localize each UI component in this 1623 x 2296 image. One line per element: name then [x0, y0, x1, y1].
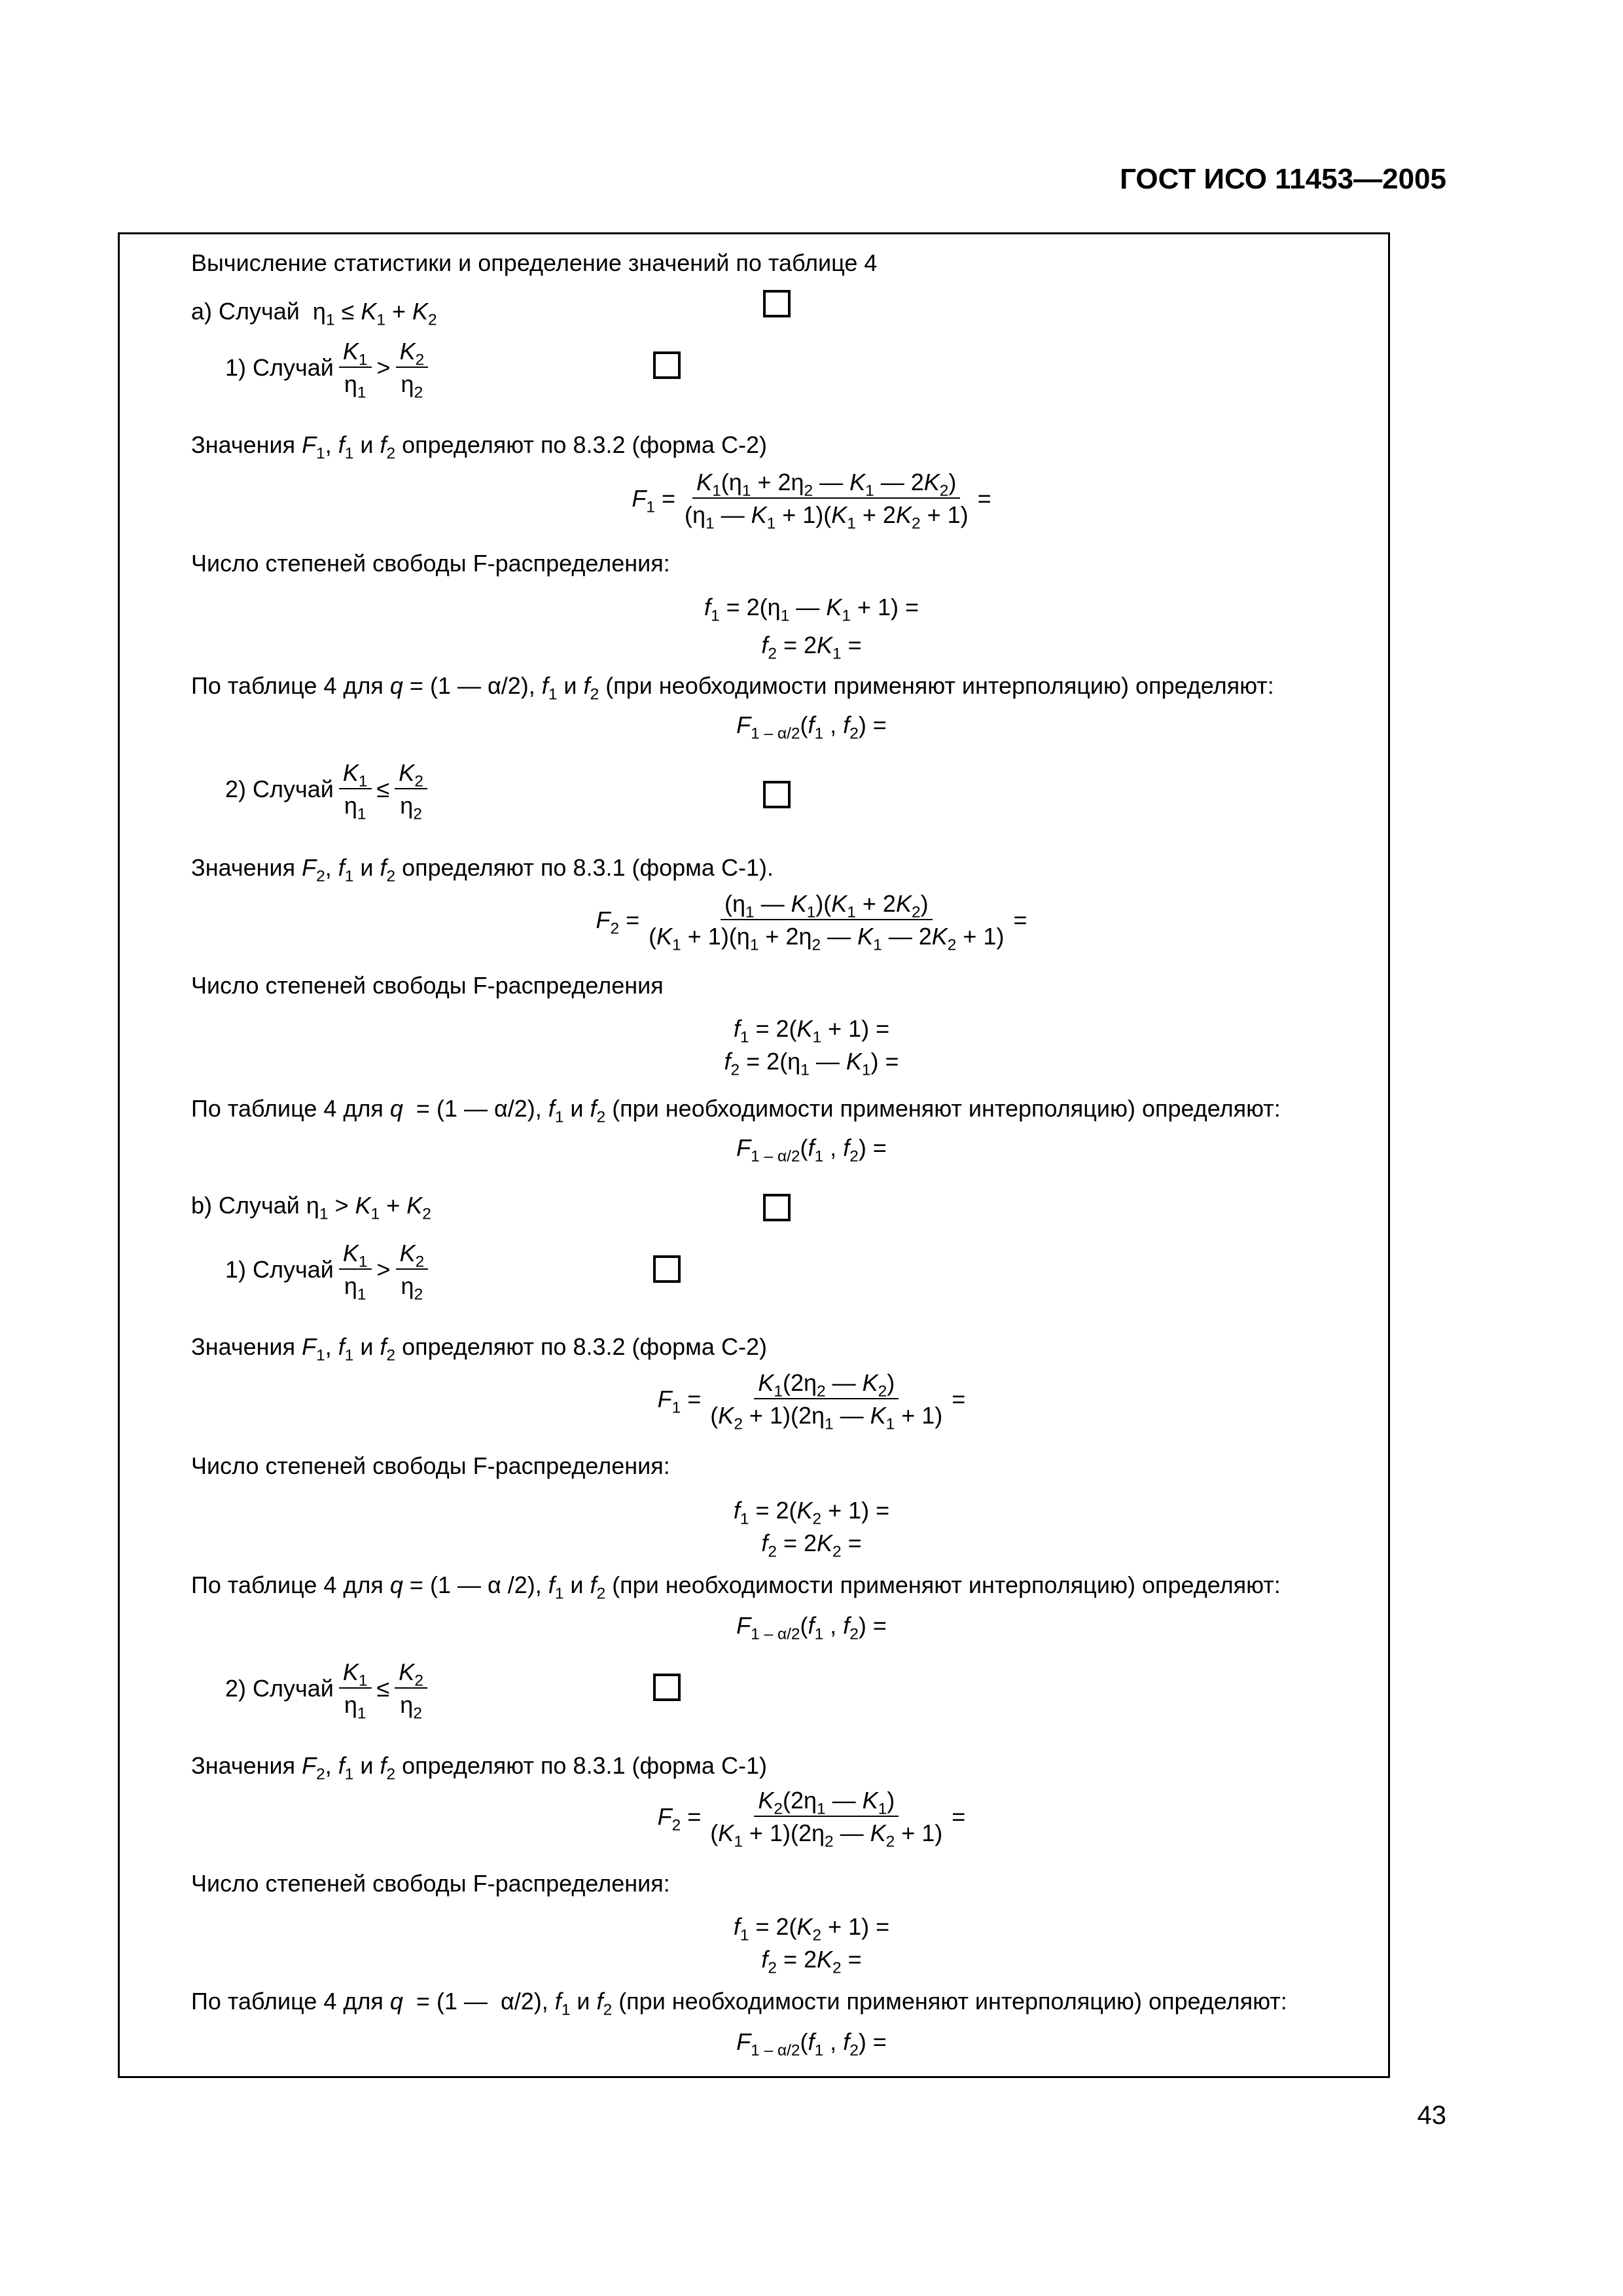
table-lookup-b2: По таблице 4 для q = (1 — α/2), $f_1$ и $f_2$ (при необходимости применяют интерполяцию) определяют:: [191, 1988, 1287, 2019]
checkbox-case-b[interactable]: [763, 1194, 791, 1221]
formula-a2-quantile: $F_{1 - \alpha/2}(f_1$ , $f_2$) =: [736, 1134, 887, 1166]
dof-text-a2: Число степеней свободы F-распределения: [191, 972, 664, 999]
checkbox-case-b1[interactable]: [653, 1255, 681, 1283]
formula-a2-f1: $f_1 = 2(K_1 + 1)$ =: [733, 1015, 890, 1047]
ratio-k2-eta2: $\frac{K_2}{\eta_2}$: [396, 339, 429, 397]
formula-b2-f2: $f_2 = 2K_2$ =: [761, 1946, 862, 1977]
relation-sign: >: [376, 1255, 391, 1283]
case-a1-heading: [225, 338, 431, 402]
case-b2-heading: 2) Случай $\frac{K_1}{\eta_1}$ ≤ $\frac{K_2}{\eta_2}$: [225, 1660, 430, 1717]
checkbox-case-a1[interactable]: [653, 351, 681, 379]
formula-b2-f1: $f_1 = 2(K_2 + 1)$ =: [733, 1913, 890, 1945]
formula-a1-F1: $F_1$ = $\frac{K_1(\eta_1 + 2\eta_2 — K_1 — 2K_2)}{(\eta_1 — K_1 + 1)(K_1 + 2K_2 + 1)}$ =: [632, 469, 991, 533]
case-a-label: a) Случай: [191, 298, 300, 325]
case-b-heading: b) Случай $\eta_1 > K_1 + K_2$: [191, 1192, 431, 1223]
case-a-heading: a) Случай $\eta_1 \le K_1 + K_2$: [191, 298, 437, 329]
page-number: 43: [1417, 2101, 1446, 2130]
case-a1-label: 1) Случай: [225, 353, 334, 381]
case-b2-label: 2) Случай: [225, 1674, 334, 1702]
formula-b1-quantile: $F_{1 - \alpha/2}(f_1$ , $f_2$) =: [736, 1612, 887, 1643]
relation-sign: ≤: [376, 775, 390, 802]
checkbox-case-a2[interactable]: [763, 781, 791, 808]
formula-a2-F2: $F_2$ = $\frac{(\eta_1 — K_1)(K_1 + 2K_2)}{(K_1 + 1)(\eta_1 + 2\eta_2 — K_1 — 2K_2 + 1)}$ =: [596, 890, 1027, 954]
table-lookup-b1: По таблице 4 для q = (1 — α /2), $f_1$ и $f_2$ (при необходимости применяют интерполяцию) определяют:: [191, 1571, 1281, 1603]
case-a2-label: 2) Случай: [225, 775, 334, 802]
values-f1-line-b1: Значения $F_1$, $f_1$ и $f_2$ определяют по 8.3.2 (форма С-2): [191, 1333, 767, 1365]
formula-b2-F2: $F_2$ = $\frac{K_2(2\eta_1 — K_1)}{(K_1 + 1)(2\eta_2 — K_2 + 1)}$ =: [657, 1787, 966, 1851]
formula-a1-f1: $f_1 = 2(\eta_1$ — $K_1 + 1$) =: [704, 594, 919, 625]
intro-text: Вычисление статистики и определение значений по таблице 4: [191, 249, 878, 276]
case-b-label: b) Случай: [191, 1192, 300, 1219]
relation-sign: ≤: [376, 1674, 390, 1702]
case-b1-heading: 1) Случай $\frac{K_1}{\eta_1}$ > $\frac{K_2}{\eta_2}$: [225, 1241, 431, 1299]
dof-text-a1: Число степеней свободы F-распределения:: [191, 550, 670, 577]
values-f2-line-b2: Значения $F_2$, $f_1$ и $f_2$ определяют по 8.3.1 (форма С-1): [191, 1752, 767, 1784]
document-header: ГОСТ ИСО 11453—2005: [1120, 163, 1446, 195]
formula-b1-f1: $f_1 = 2(K_2 + 1)$ =: [733, 1497, 890, 1528]
dof-text-b1: Число степеней свободы F-распределения:: [191, 1452, 670, 1479]
table-lookup-a1: По таблице 4 для q = (1 — α/2), $f_1$ и $f_2$ (при необходимости применяют интерполяцию) определяют:: [191, 672, 1274, 704]
checkbox-case-a[interactable]: [763, 290, 791, 317]
table-lookup-a2: По таблице 4 для q = (1 — α/2), $f_1$ и $f_2$ (при необходимости применяют интерполяцию) определяют:: [191, 1095, 1281, 1126]
checkbox-case-b2[interactable]: [653, 1674, 681, 1701]
relation-sign: >: [376, 353, 391, 381]
ratio-k1-eta1: $\frac{K_1}{\eta_1}$: [339, 339, 372, 397]
case-a2-heading: 2) Случай $\frac{K_1}{\eta_1}$ ≤ $\frac{K_2}{\eta_2}$: [225, 761, 430, 818]
formula-b2-quantile: $F_{1 - \alpha/2}(f_1$ , $f_2$) =: [736, 2028, 887, 2060]
dof-text-b2: Число степеней свободы F-распределения:: [191, 1870, 670, 1897]
formula-a2-f2: $f_2 = 2(\eta_1$ — $K_1$) =: [724, 1048, 899, 1079]
formula-b1-f2: $f_2 = 2K_2$ =: [761, 1530, 862, 1561]
formula-a1-quantile: $F_{1 - \alpha/2}(f_1$ , $f_2$) =: [736, 711, 887, 743]
values-f2-line-a2: Значения $F_2$, $f_1$ и $f_2$ определяют по 8.3.1 (форма С-1).: [191, 854, 774, 886]
values-f1-line: Значения $F_1$, $f_1$ и $f_2$ определяют по 8.3.2 (форма С-2): [191, 431, 767, 463]
formula-b1-F1: $F_1$ = $\frac{K_1(2\eta_2 — K_2)}{(K_2 + 1)(2\eta_1 — K_1 + 1)}$ =: [657, 1369, 966, 1433]
formula-a1-f2: $f_2 = 2K_1$ =: [761, 632, 862, 663]
case-b1-label: 1) Случай: [225, 1255, 334, 1283]
